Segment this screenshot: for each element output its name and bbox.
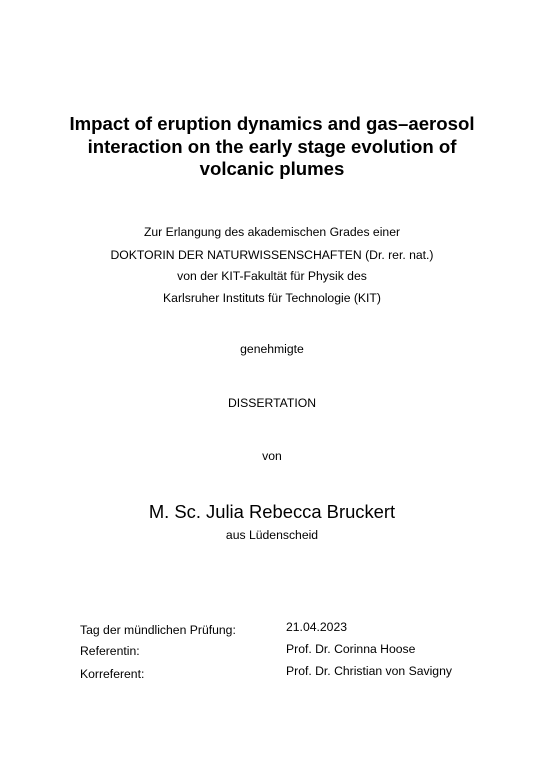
degree-line-4: Karlsruher Instituts für Technologie (KIT) <box>163 291 381 305</box>
degree-line-3: von der KIT-Fakultät für Physik des <box>177 269 367 283</box>
document-type: DISSERTATION <box>227 396 317 410</box>
degree-line-1: Zur Erlangung des akademischen Grades einer <box>143 225 401 239</box>
thesis-title-line-2: interaction on the early stage evolution of <box>87 135 457 157</box>
referee-label: Referentin: <box>80 644 140 658</box>
approved-text: genehmigte <box>240 342 304 356</box>
by-text: von <box>262 449 282 463</box>
thesis-title-line-3: volcanic plumes <box>199 158 345 179</box>
author-name: M. Sc. Julia Rebecca Bruckert <box>148 501 396 522</box>
author-origin: aus Lüdenscheid <box>225 528 319 542</box>
exam-date-label: Tag der mündlichen Prüfung: <box>80 623 236 637</box>
exam-date-value: 21.04.2023 <box>286 620 347 634</box>
thesis-title <box>40 113 504 181</box>
coreferee-value: Prof. Dr. Christian von Savigny <box>286 664 452 678</box>
thesis-title-line-1: Impact of eruption dynamics and gas–aerosol <box>69 113 475 134</box>
coreferee-label: Korreferent: <box>80 667 145 681</box>
degree-line-2: DOKTORIN DER NATURWISSENSCHAFTEN (Dr. rer. nat.) <box>110 248 434 262</box>
referee-value: Prof. Dr. Corinna Hoose <box>286 642 416 656</box>
